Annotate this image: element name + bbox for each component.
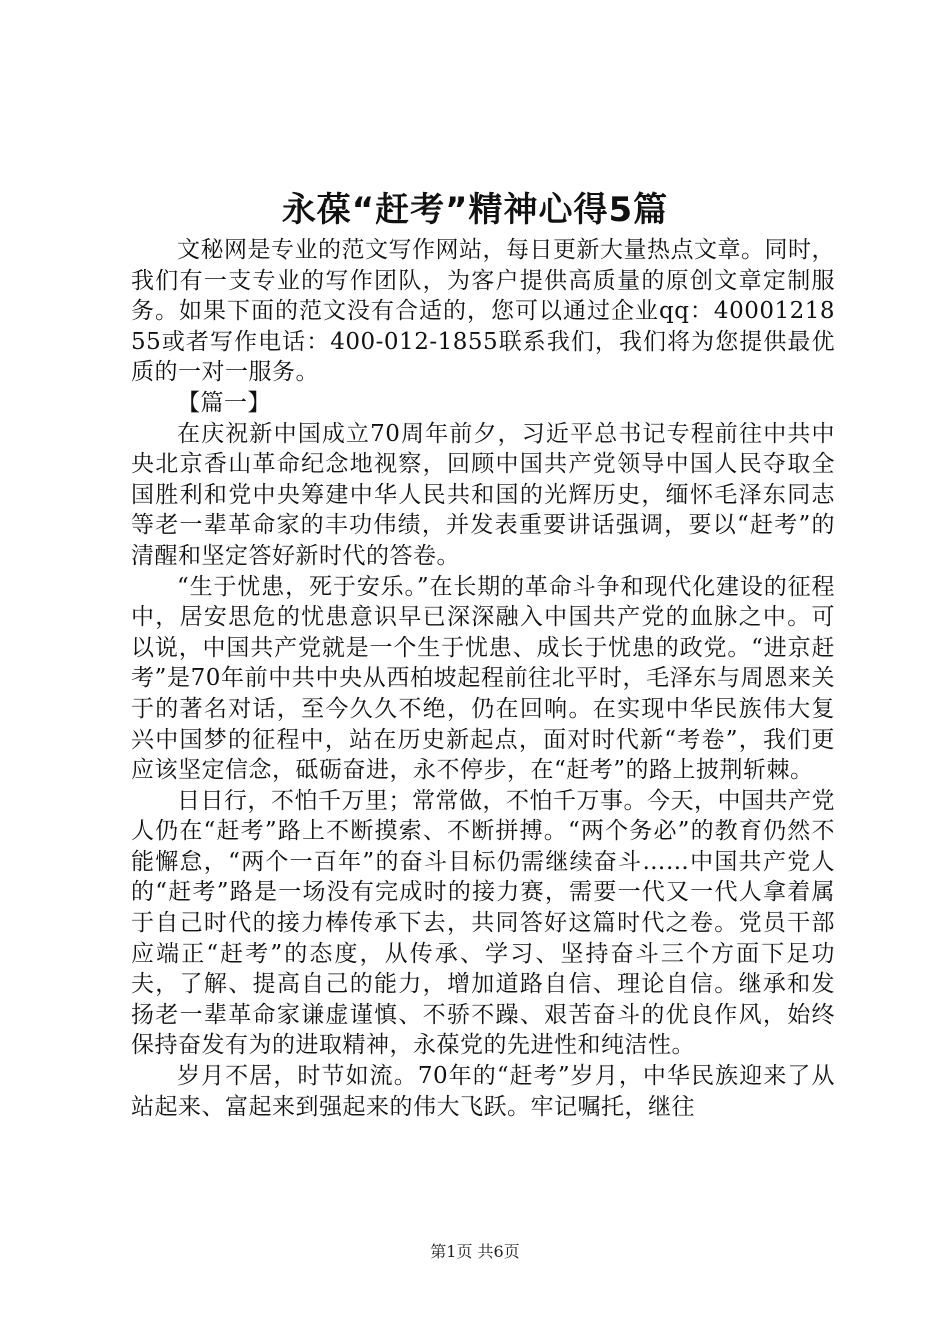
page-footer <box>0 1240 950 1264</box>
intro-paragraph: 文秘网是专业的范文写作网站，每日更新大量热点文章。同时，我们有一支专业的写作团队，为客户提供高质量的原创文章定制服务。如果下面的范文没有合适的，您可以通过企业qq：4000121855或者写作电话：400-012-1855联系我们，我们将为您提供最优质的一对一服务。 <box>131 237 835 386</box>
body-paragraph: 在庆祝新中国成立70周年前夕，习近平总书记专程前往中共中央北京香山革命纪念地视察，回顾中国共产党领导中国人民夺取全国胜利和党中央筹建中华人民共和国的光辉历史，缅怀毛泽东同志等老一辈革命家的丰功伟绩，并发表重要讲话强调，要以“赶考”的清醒和坚定答好新时代的答卷。 <box>131 420 835 569</box>
document-body <box>131 235 835 1122</box>
body-paragraph: 日日行，不怕千万里；常常做，不怕千万事。今天，中国共产党人仍在“赶考”路上不断摸索、不断拼搏。“两个务必”的教育仍然不能懈怠，“两个一百年”的奋斗目标仍需继续奋斗……中国共产党人的“赶考”路是一场没有完成时的接力赛，需要一代又一代人拿着属于自己时代的接力棒传承下去，共同答好这篇时代之卷。党员干部应端正“赶考”的态度，从传承、学习、坚持奋斗三个方面下足功夫，了解、提高自己的能力，增加道路自信、理论自信。继承和发扬老一辈革命家谦虚谨慎、不骄不躁、艰苦奋斗的优良作风，始终保持奋发有为的进取精神，永葆党的先进性和纯洁性。 <box>131 787 835 1059</box>
page-indicator: 第1页 共6页 <box>430 1242 520 1261</box>
page-title: 永葆“赶考”精神心得5篇 <box>281 190 669 230</box>
section-heading: 【篇一】 <box>177 389 271 416</box>
body-paragraph: 岁月不居，时节如流。70年的“赶考”岁月，中华民族迎来了从站起来、富起来到强起来的伟大飞跃。牢记嘱托，继往 <box>131 1063 835 1120</box>
body-paragraph: “生于忧患，死于安乐。”在长期的革命斗争和现代化建设的征程中，居安思危的忧患意识早已深深融入中国共产党的血脉之中。可以说，中国共产党就是一个生于忧患、成长于忧患的政党。“进京赶考”是70年前中共中央从西柏坡起程前往北平时，毛泽东与周恩来关于的著名对话，至今久久不绝，仍在回响。在实现中华民族伟大复兴中国梦的征程中，站在历史新起点，面对时代新“考卷”，我们更应该坚定信念，砥砺奋进，永不停步，在“赶考”的路上披荆斩棘。 <box>131 573 835 784</box>
